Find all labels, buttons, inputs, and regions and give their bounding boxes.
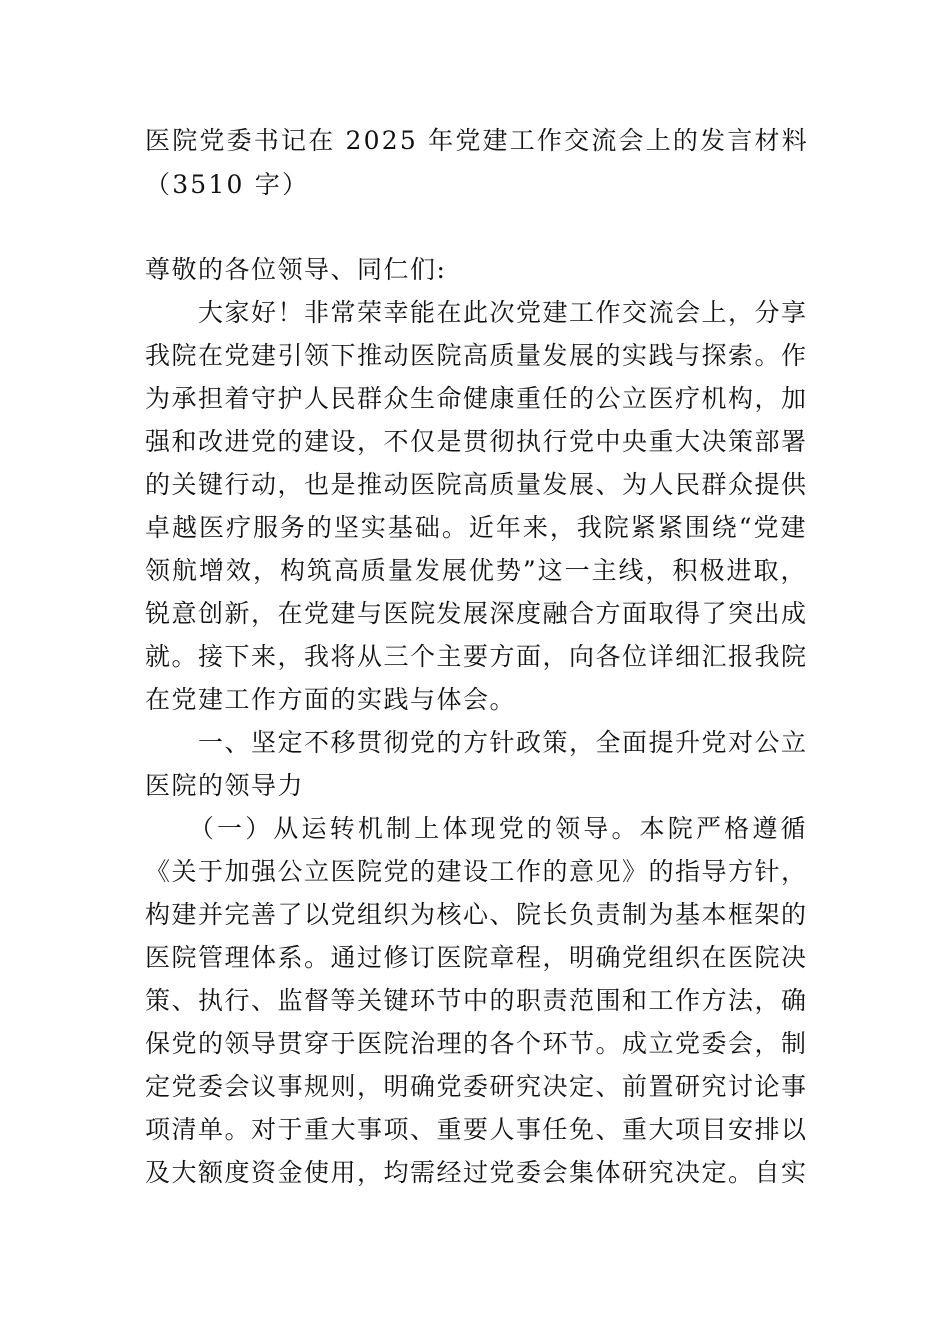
body-line: 保党的领导贯穿于医院治理的各个环节。成立党委会，制 [145, 1029, 808, 1058]
body-line: 项清单。对于重大事项、重要人事任免、重大项目安排以 [145, 1115, 808, 1144]
body-line: 的关键行动，也是推动医院高质量发展、为人民群众提供 [145, 470, 808, 499]
body-line: 策、执行、监督等关键环节中的职责范围和工作方法，确 [145, 986, 808, 1015]
body-line: 定党委会议事规则，明确党委研究决定、前置研究讨论事 [145, 1072, 808, 1101]
body-line: 构建并完善了以党组织为核心、院长负责制为基本框架的 [145, 900, 808, 929]
section-heading-line-2: 医院的领导力 [145, 771, 305, 800]
document-title-line-2: （3510 字） [145, 170, 310, 199]
body-line: （一）从运转机制上体现党的领导。本院严格遵循 [145, 814, 807, 843]
document-title-line-1: 医院党委书记在 2025 年党建工作交流会上的发言材料 [145, 126, 809, 155]
body-line: 强和改进党的建设，不仅是贯彻执行党中央重大决策部署 [145, 427, 808, 456]
body-line: 医院管理体系。通过修订医院章程，明确党组织在医院决 [145, 943, 808, 972]
section-heading-line-1: 一、坚定不移贯彻党的方针政策，全面提升党对公立 [145, 728, 808, 757]
salutation: 尊敬的各位领导、同仁们: [145, 255, 447, 284]
body-line: 领航增效，构筑高质量发展优势”这一主线，积极进取， [145, 556, 807, 585]
body-line: 在党建工作方面的实践与体会。 [145, 685, 517, 714]
body-line: 就。接下来，我将从三个主要方面，向各位详细汇报我院 [145, 642, 808, 671]
body-line: 大家好！非常荣幸能在此次党建工作交流会上，分享 [145, 298, 808, 327]
body-line: 锐意创新，在党建与医院发展深度融合方面取得了突出成 [145, 599, 808, 628]
body-line: 及大额度资金使用，均需经过党委会集体研究决定。自实 [145, 1158, 808, 1187]
body-line: 我院在党建引领下推动医院高质量发展的实践与探索。作 [145, 341, 808, 370]
body-line: 卓越医疗服务的坚实基础。近年来，我院紧紧围绕“党建 [145, 513, 807, 542]
body-line: 为承担着守护人民群众生命健康重任的公立医疗机构，加 [145, 384, 808, 413]
body-line: 《关于加强公立医院党的建设工作的意见》的指导方针， [145, 857, 808, 886]
